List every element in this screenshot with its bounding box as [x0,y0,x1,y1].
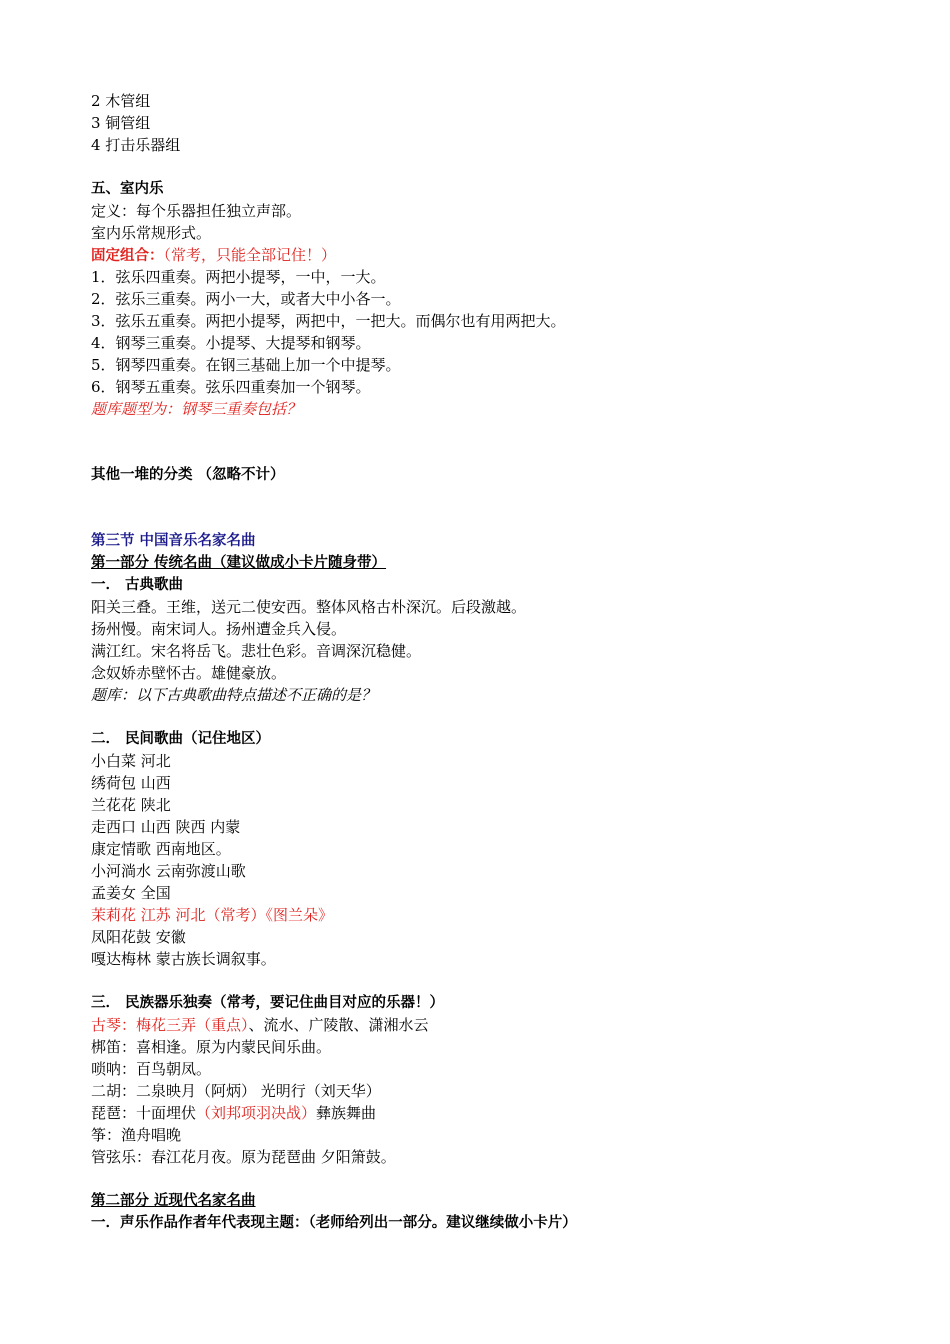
classical-heading: 一． 古典歌曲 [91,577,184,593]
chamber-item: 2．弦乐三重奏。两小一大，或者大中小各一。 [91,290,401,308]
folk-item: 孟姜女 全国 [91,884,171,902]
bangdi-line: 梆笛：喜相逢。原为内蒙民间乐曲。 [91,1038,332,1056]
fixed-combination-note: （常考，只能全部记住！） [163,246,337,264]
guqin-rest: 、流水、广陵散、潇湘水云 [248,1016,429,1034]
folk-item: 兰花花 陕北 [91,796,171,814]
guqin-line [91,1014,891,1036]
erhu-line: 二胡：二泉映月（阿炳） 光明行（刘天华） [91,1082,381,1100]
folk-item: 小河淌水 云南弥渡山歌 [91,862,246,880]
guqin-highlight: 古琴：梅花三弄（重点） [91,1016,249,1034]
instrumental-heading: 三． 民族器乐独奏（常考，要记住曲目对应的乐器！） [91,995,445,1011]
suona-line: 唢呐：百鸟朝凤。 [91,1060,212,1078]
folk-item: 康定情歌 西南地区。 [91,840,231,858]
chamber-definition: 定义：每个乐器担任独立声部。 [91,202,302,220]
document-page [91,90,891,1234]
fixed-combination-label: 固定组合： [91,248,164,264]
folk-item: 嘎达梅林 蒙古族长调叙事。 [91,950,276,968]
classical-item: 扬州慢。南宋词人。扬州遭金兵入侵。 [91,620,347,638]
folk-item: 小白菜 河北 [91,752,171,770]
folk-item: 走西口 山西 陕西 内蒙 [91,818,241,836]
chamber-item: 1．弦乐四重奏。两把小提琴，一中，一大。 [91,268,386,286]
pipa-other: 彝族舞曲 [316,1104,377,1122]
folk-item: 绣荷包 山西 [91,774,171,792]
folk-heading: 二． 民间歌曲（记住地区） [91,731,271,747]
orchestra-group-line: 3 铜管组 [91,114,151,132]
fixed-combination-line [91,244,891,266]
pipa-highlight: （刘邦项羽决战） [196,1104,317,1122]
part2-title: 第二部分 近现代名家名曲 [91,1193,256,1209]
folk-item: 凤阳花鼓 安徽 [91,928,186,946]
pipa-piece: 琵琶：十面埋伏 [91,1104,197,1122]
chamber-item: 5．钢琴四重奏。在钢三基础上加一个中提琴。 [91,356,401,374]
part1-title: 第一部分 传统名曲（建议做成小卡片随身带） [91,555,387,571]
classical-item: 满江红。宋名将岳飞。悲壮色彩。音调深沉稳健。 [91,642,422,660]
chamber-forms: 室内乐常规形式。 [91,224,212,242]
chamber-heading: 五、室内乐 [91,181,164,197]
section-title: 第三节 中国音乐名家名曲 [91,533,256,549]
folk-highlight: 茉莉花 江苏 河北（常考）《图兰朵》 [91,906,334,924]
chamber-item: 4．钢琴三重奏。小提琴、大提琴和钢琴。 [91,334,371,352]
orchestra-group-line: 4 打击乐器组 [91,136,181,154]
vocal-heading: 一．声乐作品作者年代表现主题：（老师给列出一部分。建议继续做小卡片） [91,1215,577,1231]
pipa-line [91,1102,891,1124]
chamber-item: 3．弦乐五重奏。两把小提琴，两把中，一把大。而偶尔也有用两把大。 [91,312,566,330]
classical-question: 题库：以下古典歌曲特点描述不正确的是？ [91,686,377,704]
chamber-item: 6．钢琴五重奏。弦乐四重奏加一个钢琴。 [91,378,371,396]
zheng-line: 筝：渔舟唱晚 [91,1126,182,1144]
classical-item: 念奴娇赤壁怀古。雄健豪放。 [91,664,287,682]
guanxian-line: 管弦乐：春江花月夜。原为琵琶曲 夕阳箫鼓。 [91,1148,396,1166]
other-categories: 其他一堆的分类 （忽略不计） [91,467,285,483]
chamber-question: 题库题型为：钢琴三重奏包括？ [91,400,302,418]
classical-item: 阳关三叠。王维，送元二使安西。整体风格古朴深沉。后段激越。 [91,598,527,616]
orchestra-group-line: 2 木管组 [91,92,151,110]
